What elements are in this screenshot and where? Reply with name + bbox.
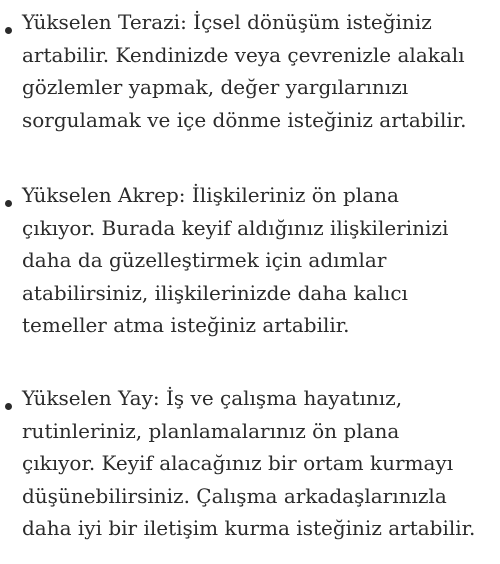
list-item-text <box>22 179 500 342</box>
bullet-dot-icon <box>5 200 12 207</box>
text-line: gözlemler yapmak, değer yargılarınızı <box>22 75 409 99</box>
text-line: çıkıyor. Keyif alacağınız bir ortam kurmayı <box>22 451 454 475</box>
bullet-dot-icon <box>5 27 12 34</box>
text-line: Yükselen Yay: İş ve çalışma hayatınız, <box>22 386 403 410</box>
text-line: daha iyi bir iletişim kurma isteğiniz artabilir. <box>22 516 476 540</box>
bullet-dot-icon <box>5 403 12 410</box>
text-line: düşünebilirsiniz. Çalışma arkadaşlarınızla <box>22 483 447 508</box>
text-line: temeller atma isteğiniz artabilir. <box>22 313 350 337</box>
text-line: çıkıyor. Burada keyif aldığınız ilişkilerinizi <box>22 215 449 240</box>
text-line: rutinleriniz, planlamalarınız ön plana <box>22 418 400 443</box>
text-line: artabilir. Kendinizde veya çevrenizle alakalı <box>22 42 465 67</box>
text-line: sorgulamak ve içe dönme isteğiniz artabilir. <box>22 107 467 132</box>
text-line: Yükselen Akrep: İlişkileriniz ön plana <box>22 183 399 207</box>
text-line: atabilirsiniz, ilişkilerinizde daha kalıcı <box>22 280 408 305</box>
list-item-text <box>22 382 500 545</box>
text-line: daha da güzelleştirmek için adımlar <box>22 248 387 272</box>
text-line: Yükselen Terazi: İçsel dönüşüm isteğiniz <box>22 10 432 34</box>
list-item-text <box>22 6 500 136</box>
